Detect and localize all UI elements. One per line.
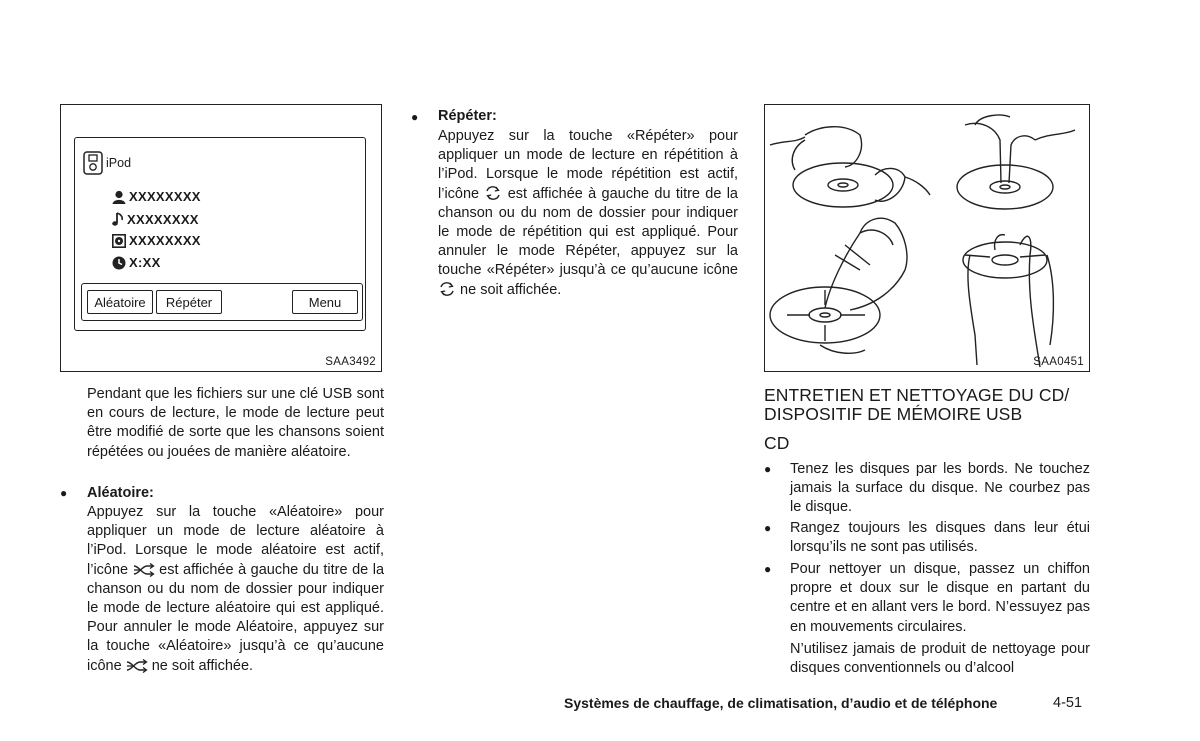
repeat-heading: Répéter: — [438, 108, 497, 124]
shuffle-button[interactable]: Aléatoire — [87, 290, 153, 314]
figure-code: SAA3492 — [325, 356, 376, 368]
ipod-header-label: iPod — [106, 156, 132, 170]
intro-paragraph: Pendant que les fichiers sur une clé USB sont en cours de lecture, le mode de lecture peut être modifié de sorte que les chansons soient répétées ou jouées de manière aléatoire. — [87, 386, 384, 460]
bullet-dot: ● — [764, 462, 772, 476]
artist-icon — [112, 190, 126, 204]
bullet-dot: ● — [764, 521, 772, 535]
shuffle-text-part3: ne soit affichée. — [151, 657, 254, 674]
bullet-dot: ● — [60, 486, 68, 500]
ipod-row-time — [112, 255, 161, 270]
repeat-text-part1: Appuyez sur la touche «Répéter» pour appliquer un mode de lecture en répétition à l’iPod. Lorsque le mode répétition est actif, l’icône — [438, 128, 738, 202]
bullet-item: Rangez toujours les disques dans leur étui lorsqu’ils ne sont pas utilisés. — [790, 520, 1090, 556]
music-note-icon — [112, 211, 124, 227]
ipod-row-text: XXXXXXXX — [129, 233, 201, 248]
ipod-row-artist — [112, 189, 201, 204]
shuffle-paragraph — [87, 503, 384, 676]
ipod-button-bar — [81, 283, 363, 321]
ipod-row-album — [112, 233, 201, 248]
ipod-row-text: XXXXXXXX — [127, 211, 199, 227]
repeat-icon — [438, 281, 456, 297]
clock-icon — [112, 256, 126, 270]
repeat-button[interactable]: Répéter — [156, 290, 222, 314]
shuffle-text-part2: est affichée à gauche du titre de la chanson ou du nom de dossier pour indiquer le mode de lecture aléatoire qui est appliqué. Pour annuler le mode Aléatoire, appuyez sur la touche «Aléatoire» jusqu’à ce qu’aucune icône — [87, 561, 385, 674]
section-heading-line2: DISPOSITIF DE MÉMOIRE USB — [764, 404, 1023, 424]
ipod-row-song — [112, 211, 199, 227]
repeat-icon — [484, 185, 502, 201]
repeat-paragraph — [438, 127, 738, 300]
page-number: 4-51 — [1053, 695, 1083, 711]
continuation-paragraph: N’utilisez jamais de produit de nettoyage pour disques conventionnels ou d’alcool — [790, 641, 1090, 677]
menu-button[interactable]: Menu — [292, 290, 358, 314]
ipod-header — [83, 151, 131, 175]
footer-section-title: Systèmes de chauffage, de climatisation, d’audio et de téléphone — [564, 695, 998, 711]
ipod-screen-figure — [60, 104, 382, 372]
bullet-item: Pour nettoyer un disque, passez un chiffon propre et doux sur le disque en partant du centre et en allant vers le bord. N’essuyez pas en mouvements circulaires. — [790, 561, 1090, 635]
shuffle-icon — [133, 563, 155, 577]
repeat-text-part3: ne soit affichée. — [460, 281, 562, 298]
shuffle-heading: Aléatoire: — [87, 485, 154, 501]
shuffle-icon — [126, 659, 148, 673]
cd-handling-figure — [764, 104, 1090, 372]
bullet-dot: ● — [764, 562, 772, 576]
subheading-cd: CD — [764, 433, 790, 453]
ipod-device-icon — [83, 151, 103, 175]
section-heading-line1: ENTRETIEN ET NETTOYAGE DU CD/ — [764, 385, 1070, 405]
repeat-text-part2: est affichée à gauche du titre de la chanson ou du nom de dossier pour indiquer le mode de répétition qui est appliqué. Pour annuler le mode Répéter, appuyez sur la touche «Répéter» jusqu’à ce qu’aucune icône — [438, 185, 738, 279]
cd-handling-illustration — [765, 105, 1088, 370]
bullet-dot: ● — [411, 110, 419, 124]
shuffle-text-part1: Appuyez sur la touche «Aléatoire» pour appliquer un mode de lecture aléatoire à l’iPod. Lorsque le mode aléatoire est actif, l’icône — [87, 504, 384, 578]
bullet-item: Tenez les disques par les bords. Ne touchez jamais la surface du disque. Ne courbez pas le disque. — [790, 461, 1090, 516]
ipod-row-text: X:XX — [129, 255, 161, 270]
ipod-row-text: XXXXXXXX — [129, 189, 201, 204]
album-icon — [112, 234, 126, 248]
figure-code: SAA0451 — [1033, 356, 1084, 368]
ipod-display — [74, 137, 366, 331]
